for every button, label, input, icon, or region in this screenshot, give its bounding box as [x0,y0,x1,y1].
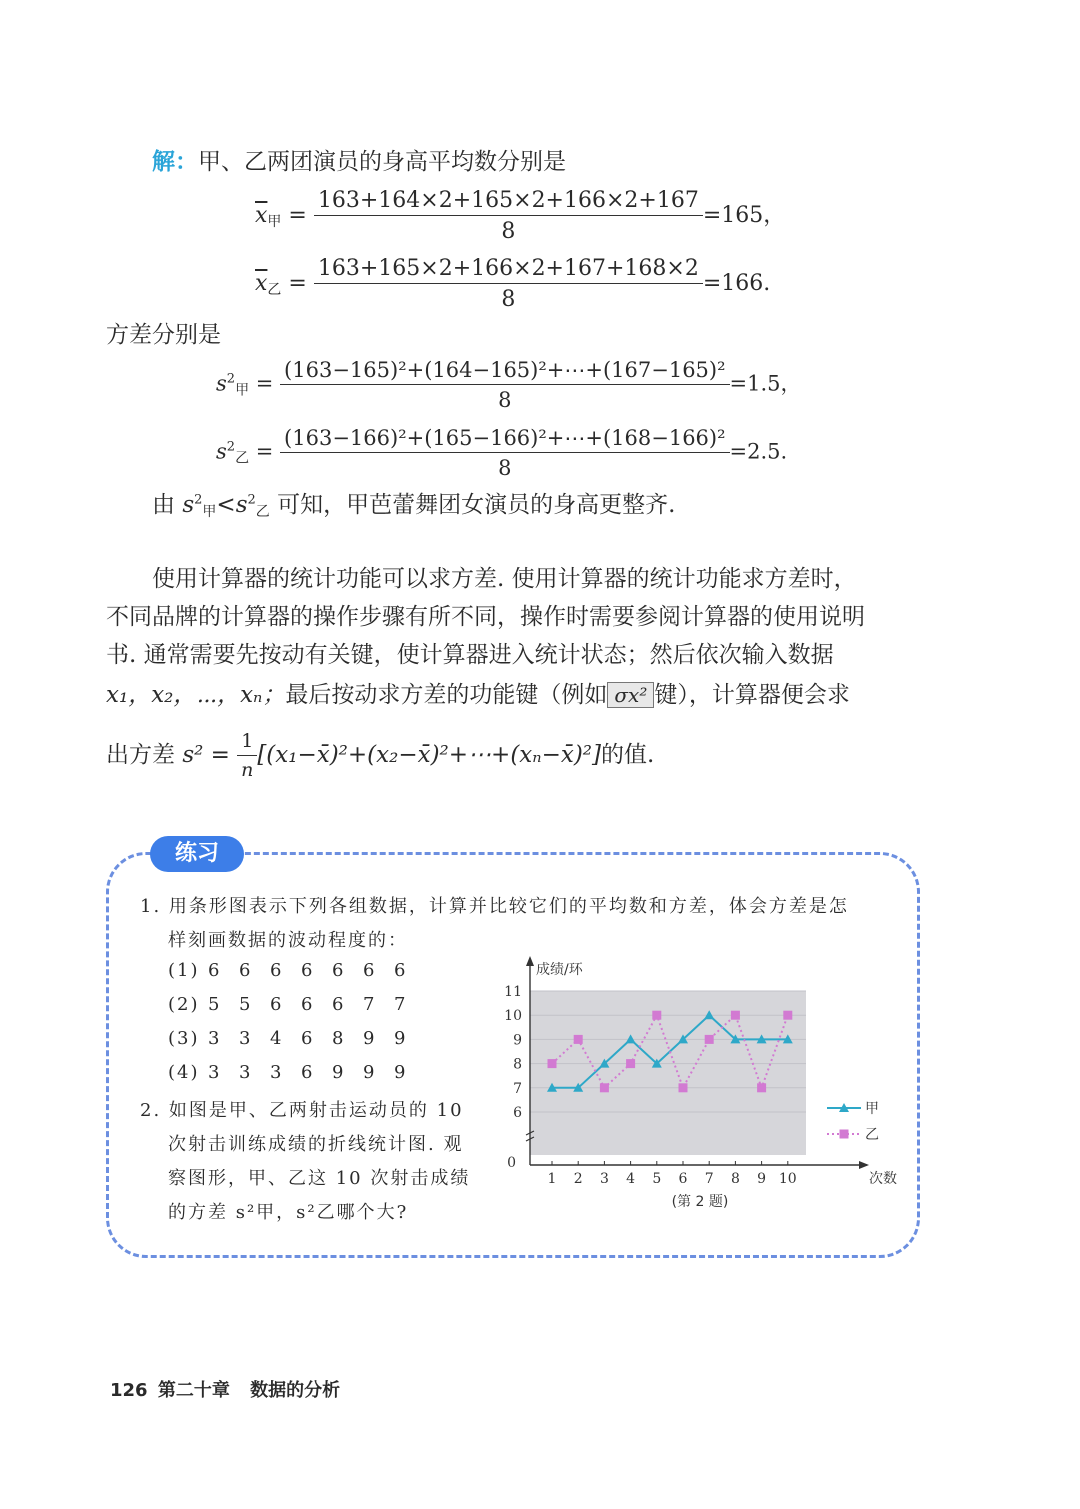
paragraph-line-2: 不同品牌的计算器的操作步骤有所不同，操作时需要参阅计算器的使用说明 [106,604,865,630]
variance-intro: 方差分别是 [106,322,221,348]
line5-pre: 出方差 [106,741,175,768]
solution-intro [152,148,566,177]
x-axis-arrow [859,1161,869,1169]
paragraph-line-3: 书. 通常需要先按动有关键，使计算器进入统计状态；然后依次输入数据 [106,642,834,668]
q2-line-3: 察图形，甲、乙这 10 次射击成绩 [168,1168,471,1189]
q1-line-1: 1. 用条形图表示下列各组数据，计算并比较它们的平均数和方差，体会方差是怎 [140,896,849,917]
value: 6 [332,960,346,981]
chapter-label: 第二十章 [157,1380,230,1401]
group-label: (2) [168,994,200,1015]
value: 9 [363,1028,377,1049]
frac-num: 1 [237,730,257,756]
conclusion-post: 可知，甲芭蕾舞团女演员的身高更整齐. [277,492,676,518]
legend-label-yi: 乙 [865,1127,879,1143]
data-group-1 [168,960,425,981]
conclusion: 由 $s^2$甲$<s^2$乙 可知，甲芭蕾舞团女演员的身高更整齐. [152,492,676,520]
var-yi-result: =2.5. [729,439,788,464]
mean-yi-formula: $\overline{x}$乙 = $\frac{163+165\times 2+166\times 2+167+168\times 2}{8}$ =166. [255,256,771,312]
legend-marker-yi [840,1130,849,1139]
variance-formula-bracket: [(x₁−x̄)²+(x₂−x̄)²+⋯+(xₙ−x̄)²] [257,741,601,768]
mean-symbol: $\overline{x}$ [255,271,268,296]
conclusion-pre: 由 [152,492,175,518]
y-axis-label: 成绩/环 [536,962,583,978]
mean-subscript: 乙 [267,282,282,298]
data-group-4 [168,1062,425,1083]
value: 9 [394,1062,408,1083]
y-tick-label: 8 [513,1056,522,1073]
value: 3 [239,1062,253,1083]
data-point-yi [652,1011,661,1020]
x-tick-label: 5 [652,1171,662,1187]
data-point-yi [626,1059,635,1068]
exercise-tag: 练习 [150,836,244,872]
chart-caption: (第 2 题) [671,1194,729,1210]
x-tick-label: 1 [547,1171,557,1187]
var-symbol: s [216,439,227,464]
data-point-yi [548,1059,557,1068]
var-subscript: 甲 [235,382,250,399]
page-number: 126 [110,1380,148,1401]
variables-list: x₁，x₂，⋯，xₙ； [106,682,286,708]
origin-label: 0 [507,1155,516,1171]
x-tick-label: 4 [626,1171,636,1187]
page-footer [110,1376,340,1402]
x-tick-label: 8 [730,1171,740,1187]
value: 7 [363,994,377,1015]
legend-label-jia: 甲 [865,1101,879,1117]
data-point-yi [600,1083,609,1092]
value: 6 [301,1062,315,1083]
solution-intro-text: 甲、乙两团演员的身高平均数分别是 [198,149,566,175]
var-jia-denominator: 8 [498,388,512,412]
value: 3 [270,1062,284,1083]
var-jia-formula: $s^2$甲 = $\frac{\text{(163−165)²+(164−165)²+⋯+(167−165)²}}{8}$ =1.5， [216,358,802,412]
y-tick-label: 6 [513,1105,522,1121]
variance-formula-lhs: s² = [182,741,230,768]
mean-jia-numerator: 163+164×2+165×2+166×2+167 [314,188,703,216]
paragraph-line-4 [106,682,850,710]
var-sup: 2 [226,371,236,387]
data-point-yi [731,1011,740,1020]
var-yi-denominator: 8 [498,456,512,480]
data-point-yi [679,1083,688,1092]
value: 6 [270,994,284,1015]
x-tick-label: 3 [599,1171,609,1187]
value: 6 [394,960,408,981]
y-axis-arrow [526,956,534,966]
value: 4 [270,1028,284,1049]
mean-jia-result: =165， [702,203,786,228]
q1-line-2: 样刻画数据的波动程度的： [168,930,408,951]
value: 7 [394,994,408,1015]
mean-jia-denominator: 8 [501,219,516,244]
data-point-yi [757,1083,766,1092]
data-point-yi [783,1011,792,1020]
q2-line-2: 次射击训练成绩的折线统计图. 观 [168,1134,464,1155]
line-chart [495,950,915,1220]
y-tick-label: 11 [504,984,522,1000]
line4-text: 最后按动求方差的功能键（例如 [285,682,608,708]
x-tick-label: 7 [704,1171,714,1187]
var-sup: 2 [226,439,236,455]
value: 6 [332,994,346,1015]
group-label: (4) [168,1062,200,1083]
value: 5 [208,994,222,1015]
data-group-2 [168,994,425,1015]
y-tick-label: 10 [504,1008,522,1025]
value: 3 [239,1028,253,1049]
q2-line-4: 的方差 s²甲，s²乙哪个大? [168,1202,409,1223]
x-tick-label: 2 [573,1171,583,1187]
value: 6 [301,1028,315,1049]
value: 6 [208,960,222,981]
line5-post: 的值. [601,741,655,768]
mean-jia-formula: $\overline{x}$甲 = $\frac{163+164\times 2+165\times 2+166\times 2+167}{8}$ =165， [255,188,786,244]
value: 9 [332,1062,346,1083]
data-group-3 [168,1028,425,1049]
value: 5 [239,994,253,1015]
chapter-title: 数据的分析 [250,1380,341,1401]
mean-yi-denominator: 8 [501,287,516,312]
frac-den: n [241,758,254,781]
x-tick-label: 10 [778,1171,797,1187]
q2-line-1: 2. 如图是甲、乙两射击运动员的 10 [140,1100,464,1121]
x-tick-label: 6 [678,1171,688,1187]
mean-symbol: $\overline{x}$ [255,203,268,228]
value: 9 [394,1028,408,1049]
line4-end: 键），计算器便会求 [654,682,850,708]
y-tick-label: 7 [513,1080,522,1097]
value: 3 [208,1028,222,1049]
value: 6 [301,960,315,981]
sigma-key: σx² [607,682,654,708]
mean-yi-result: =166. [702,271,771,296]
group-label: (3) [168,1028,200,1049]
data-point-yi [705,1035,714,1044]
group-label: (1) [168,960,200,981]
x-axis-label: 次数 [869,1171,897,1187]
var-symbol: s [216,371,227,396]
mean-yi-numerator: 163+165×2+166×2+167+168×2 [314,256,703,284]
mean-subscript: 甲 [267,214,282,230]
value: 6 [301,994,315,1015]
solution-label: 解： [152,148,198,175]
value: 9 [363,1062,377,1083]
x-tick-label: 9 [757,1171,767,1187]
value: 6 [363,960,377,981]
var-subscript: 乙 [235,450,250,467]
y-tick-label: 9 [513,1032,522,1049]
data-point-yi [574,1035,583,1044]
paragraph-line-5 [106,730,654,782]
value: 6 [270,960,284,981]
value: 8 [332,1028,346,1049]
paragraph-line-1: 使用计算器的统计功能可以求方差. 使用计算器的统计功能求方差时， [152,566,857,592]
var-jia-result: =1.5， [729,371,802,396]
var-jia-numerator: (163−165)²+(164−165)²+⋯+(167−165)² [280,358,729,385]
var-yi-formula: $s^2$乙 = $\frac{\text{(163−166)²+(165−166)²+⋯+(168−166)²}}{8}$ =2.5. [216,426,788,480]
value: 6 [239,960,253,981]
var-yi-numerator: (163−166)²+(165−166)²+⋯+(168−166)² [280,426,729,453]
value: 3 [208,1062,222,1083]
